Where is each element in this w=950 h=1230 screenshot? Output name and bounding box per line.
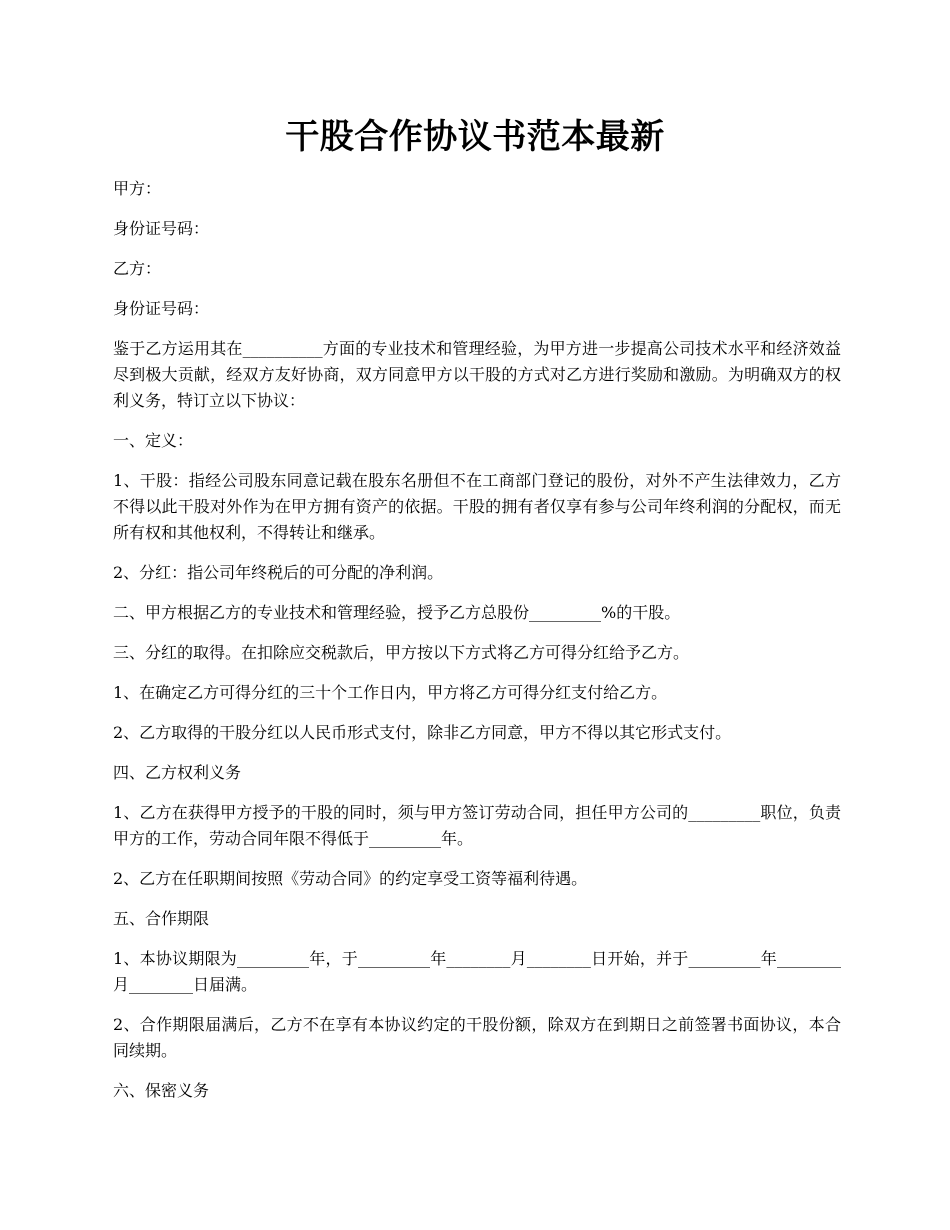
- clause-paragraph: 2、乙方取得的干股分红以人民币形式支付，除非乙方同意，甲方不得以其它形式支付。: [113, 723, 732, 742]
- clause-paragraph: 2、乙方在任职期间按照《劳动合同》的约定享受工资等福利待遇。: [113, 869, 588, 888]
- clause-paragraph: 1、乙方在获得甲方授予的干股的同时，须与甲方签订劳动合同，担任甲方公司的_________职位，负责甲方的工作，劳动合同年限不得低于_________年。: [113, 803, 841, 848]
- clause-paragraph: 2、分红：指公司年终税后的可分配的净利润。: [113, 563, 444, 582]
- document-title: 干股合作协议书范本最新: [285, 117, 665, 157]
- party-b-id-label: 身份证号码：: [113, 299, 210, 318]
- document-body: [113, 176, 841, 1118]
- clause-paragraph: 2、合作期限届满后，乙方不在享有本协议约定的干股份额，除双方在到期日之前签署书面协议，本合同续期。: [113, 1015, 841, 1060]
- section-heading-definitions: 一、定义：: [113, 431, 194, 450]
- section-heading-dividends: 三、分红的取得。在扣除应交税款后，甲方按以下方式将乙方可得分红给予乙方。: [113, 643, 690, 662]
- section-heading-rights-obligations: 四、乙方权利义务: [113, 763, 242, 782]
- section-heading-share-grant: 二、甲方根据乙方的专业技术和管理经验，授予乙方总股份_________%的干股。: [113, 603, 681, 622]
- clause-paragraph: 1、本协议期限为_________年，于_________年________月________日开始，并于_________年________月________日届满。: [113, 949, 841, 994]
- section-heading-confidentiality: 六、保密义务: [113, 1081, 210, 1100]
- party-b-label: 乙方：: [113, 259, 162, 278]
- clause-paragraph: 1、干股：指经公司股东同意记载在股东名册但不在工商部门登记的股份，对外不产生法律效力，乙方不得以此干股对外作为在甲方拥有资产的依据。干股的拥有者仅享有参与公司年终利润的分配权，而无所有权和其他权利，不得转让和继承。: [113, 471, 841, 542]
- section-heading-term: 五、合作期限: [113, 909, 210, 928]
- preamble-paragraph: 鉴于乙方运用其在__________方面的专业技术和管理经验，为甲方进一步提高公司技术水平和经济效益尽到极大贡献，经双方友好协商，双方同意甲方以干股的方式对乙方进行奖励和激励。为明确双方的权利义务，特订立以下协议：: [113, 339, 841, 410]
- party-a-id-label: 身份证号码：: [113, 219, 210, 238]
- clause-paragraph: 1、在确定乙方可得分红的三十个工作日内，甲方将乙方可得分红支付给乙方。: [113, 683, 668, 702]
- party-a-label: 甲方：: [113, 179, 162, 198]
